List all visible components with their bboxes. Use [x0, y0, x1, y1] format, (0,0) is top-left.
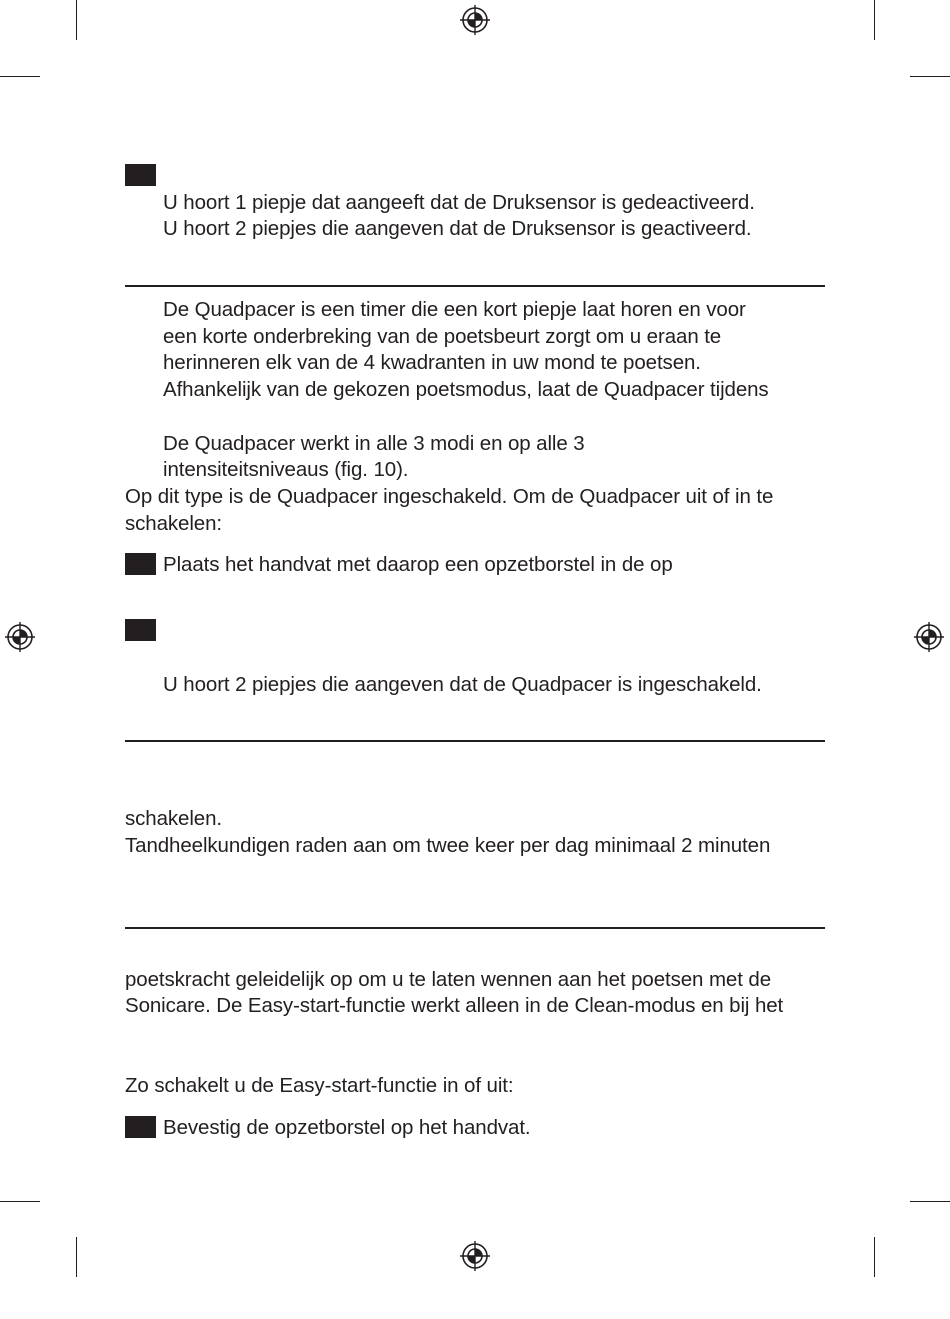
step-text: Plaats het handvat met daarop een opzetborstel in de op: [163, 553, 673, 576]
section-divider: [125, 740, 825, 742]
registration-mark-icon: [5, 622, 35, 652]
paragraph-line: Tandheelkundigen raden aan om twee keer per dag minimaal 2 minuten: [125, 834, 771, 857]
result-line: U hoort 2 piepjes die aangeven dat de Quadpacer is ingeschakeld.: [163, 673, 762, 696]
crop-mark: [910, 1201, 950, 1202]
section-divider: [125, 285, 825, 287]
crop-mark: [910, 76, 950, 77]
result-line: U hoort 1 piepje dat aangeeft dat de Druksensor is gedeactiveerd.: [163, 191, 755, 214]
crop-mark: [0, 1201, 40, 1202]
registration-mark-icon: [460, 5, 490, 35]
paragraph-line: poetskracht geleidelijk op om u te laten wennen aan het poetsen met de: [125, 968, 772, 991]
step-number-box: [125, 619, 156, 641]
paragraph-line: schakelen.: [125, 807, 223, 830]
registration-mark-icon: [460, 1241, 490, 1271]
crop-mark: [0, 76, 40, 77]
step-number-box: [125, 1116, 156, 1138]
registration-mark-icon: [914, 622, 944, 652]
step-number-box: [125, 164, 156, 186]
crop-mark: [874, 0, 875, 40]
paragraph-line: Afhankelijk van de gekozen poetsmodus, laat de Quadpacer tijdens: [163, 378, 769, 401]
crop-mark: [874, 1237, 875, 1277]
paragraph-line: De Quadpacer is een timer die een kort piepje laat horen en voor: [163, 298, 746, 321]
step-number-box: [125, 553, 156, 575]
result-line: U hoort 2 piepjes die aangeven dat de Druksensor is geactiveerd.: [163, 217, 752, 240]
crop-mark: [76, 1237, 77, 1277]
paragraph-line: schakelen:: [125, 512, 223, 535]
paragraph-line: De Quadpacer werkt in alle 3 modi en op alle 3: [163, 432, 585, 455]
crop-mark: [76, 0, 77, 40]
paragraph-line: herinneren elk van de 4 kwadranten in uw mond te poetsen.: [163, 351, 701, 374]
step-text: Bevestig de opzetborstel op het handvat.: [163, 1116, 531, 1139]
paragraph-line: Sonicare. De Easy-start-functie werkt alleen in de Clean-modus en bij het: [125, 994, 784, 1017]
paragraph-line: Op dit type is de Quadpacer ingeschakeld. Om de Quadpacer uit of in te: [125, 485, 774, 508]
paragraph-line: een korte onderbreking van de poetsbeurt zorgt om u eraan te: [163, 325, 722, 348]
paragraph-line: Zo schakelt u de Easy-start-functie in of uit:: [125, 1074, 514, 1097]
paragraph-line: intensiteitsniveaus (fig. 10).: [163, 458, 409, 481]
section-divider: [125, 927, 825, 929]
